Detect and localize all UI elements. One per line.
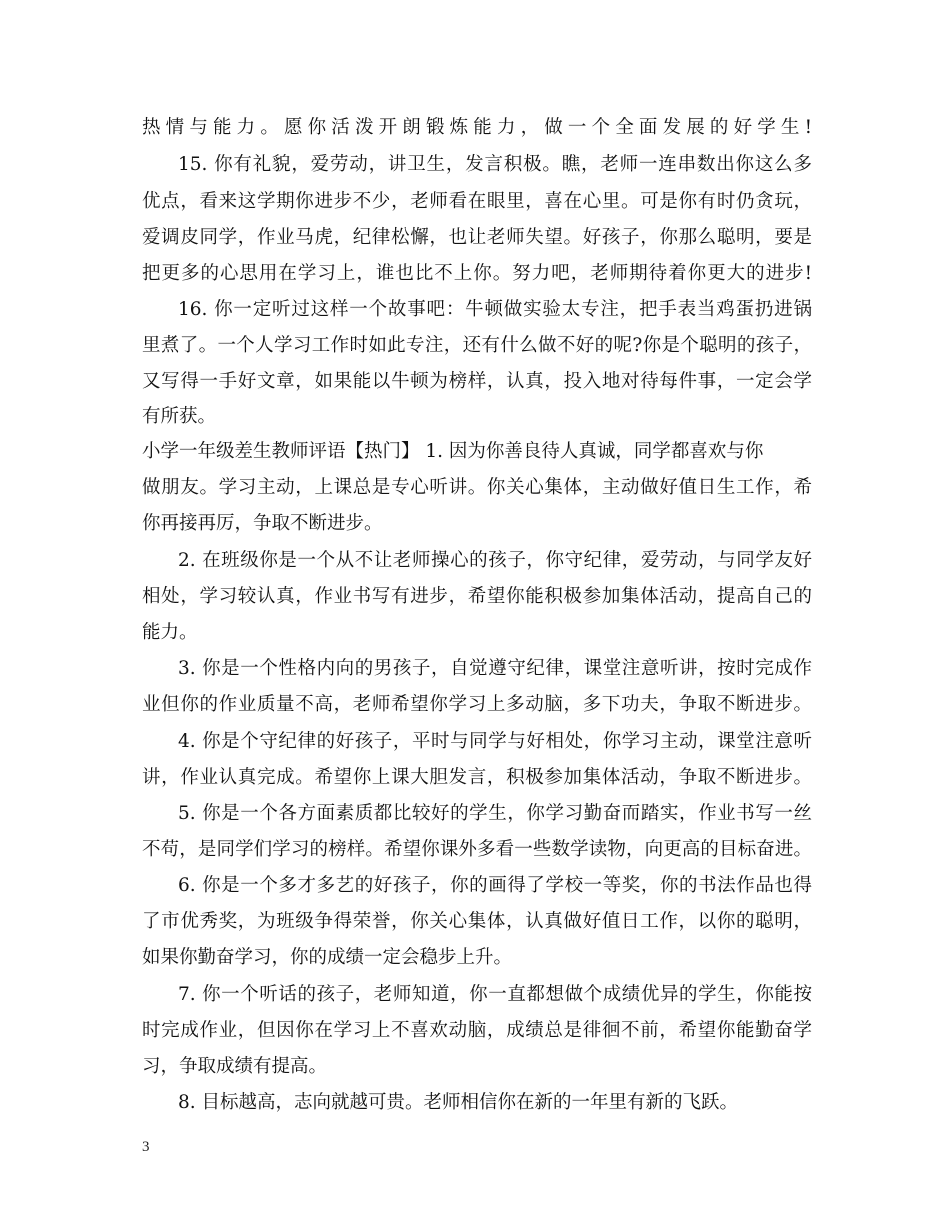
section-heading-line: 小学一年级差生教师评语【热门】 1. 因为你善良待人真诚，同学都喜欢与你: [142, 441, 764, 462]
text-line: 你再接再厉，争取不断进步。: [142, 513, 383, 534]
text-line: 习，争取成绩有提高。: [142, 1056, 328, 1077]
text-line: 能力。: [142, 622, 198, 643]
text-line: 时完成作业，但因你在学习上不喜欢动脑，成绩总是徘徊不前，希望你能勤奋学: [142, 1020, 812, 1041]
text-line: 业但你的作业质量不高，老师希望你学习上多动脑，多下功夫，争取不断进步。: [142, 694, 812, 715]
text-line: 讲，作业认真完成。希望你上课大胆发言，积极参加集体活动，争取不断进步。: [142, 767, 812, 788]
text-line: 又写得一手好文章，如果能以牛顿为榜样，认真，投入地对待每件事，一定会学: [142, 371, 812, 392]
text-line: 热情与能力。愿你活泼开朗锻炼能力，做一个全面发展的好学生!: [142, 117, 812, 138]
text-line: 里煮了。一个人学习工作时如此专注，还有什么做不好的呢?你是个聪明的孩子，: [142, 335, 812, 356]
text-line: 如果你勤奋学习，你的成绩一定会稳步上升。: [142, 947, 513, 968]
text-line: 相处，学习较认真，作业书写有进步，希望你能积极参加集体活动，提高自己的: [142, 586, 812, 607]
text-line: 3. 你是一个性格内向的男孩子，自觉遵守纪律，课堂注意听讲，按时完成作: [178, 658, 812, 679]
text-line: 4. 你是个守纪律的好孩子，平时与同学与好相处，你学习主动，课堂注意听: [178, 731, 812, 752]
text-line: 优点，看来这学期你进步不少，老师看在眼里，喜在心里。可是你有时仍贪玩，: [142, 191, 812, 212]
text-line: 8. 目标越高，志向就越可贵。老师相信你在新的一年里有新的飞跃。: [178, 1092, 739, 1113]
text-line: 2. 在班级你是一个从不让老师操心的孩子，你守纪律，爱劳动，与同学友好: [178, 550, 812, 571]
text-line: 爱调皮同学，作业马虎，纪律松懈，也让老师失望。好孩子，你那么聪明，要是: [142, 227, 812, 248]
text-line: 7. 你一个听话的孩子，老师知道，你一直都想做个成绩优异的学生，你能按: [178, 984, 812, 1005]
text-line: 5. 你是一个各方面素质都比较好的学生，你学习勤奋而踏实，作业书写一丝: [178, 803, 812, 824]
text-line: 16. 你一定听过这样一个故事吧：牛顿做实验太专注，把手表当鸡蛋扔进锅: [178, 299, 812, 320]
page-number: 3: [142, 1139, 150, 1155]
text-line: 把更多的心思用在学习上，谁也比不上你。努力吧，老师期待着你更大的进步!: [142, 263, 812, 284]
text-line: 做朋友。学习主动，上课总是专心听讲。你关心集体，主动做好值日生工作，希: [142, 477, 812, 498]
text-line: 了市优秀奖，为班级争得荣誉，你关心集体，认真做好值日工作，以你的聪明，: [142, 911, 812, 932]
text-line: 不苟，是同学们学习的榜样。希望你课外多看一些数学读物，向更高的目标奋进。: [142, 839, 812, 860]
text-line: 6. 你是一个多才多艺的好孩子，你的画得了学校一等奖，你的书法作品也得: [178, 875, 812, 896]
text-line: 有所获。: [142, 406, 217, 427]
text-line: 15. 你有礼貌，爱劳动，讲卫生，发言积极。瞧，老师一连串数出你这么多: [178, 154, 812, 175]
